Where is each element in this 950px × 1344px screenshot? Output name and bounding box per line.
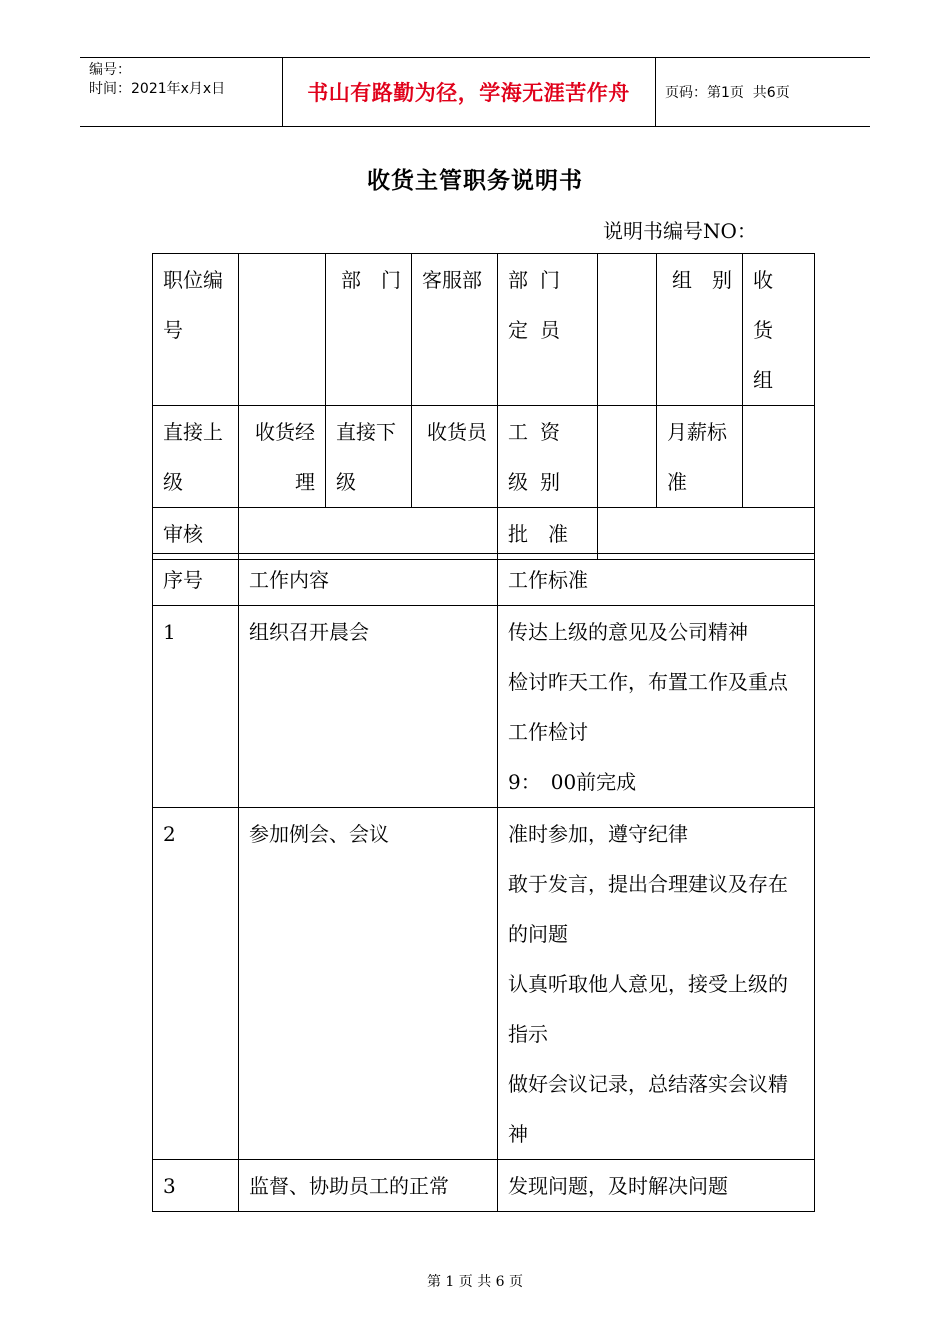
subordinate-value: 收货员 [412,406,498,508]
standard-item: 敢于发言，提出合理建议及存在的问题 [508,872,788,946]
header-meta [89,61,225,99]
code-label: 编号： [89,62,131,78]
header-divider [655,58,656,126]
group-value: 收货组 [743,254,815,406]
headcount-label: 部门定员 [498,254,598,406]
review-value [239,508,498,560]
monthly-salary-value [743,406,815,508]
page-footer: 第 1 页 共 6 页 [426,1274,524,1290]
group-label: 组 别 [657,254,743,406]
position-info-table [152,253,815,560]
row-standards [498,606,815,808]
superior-value: 收货经理 [239,406,326,508]
doc-number-label: 说明书编号NO： [603,219,757,243]
row-number: 2 [153,808,239,1160]
standard-item: 发现问题，及时解决问题 [508,1174,728,1198]
subordinate-label: 直接下级 [326,406,412,508]
document-title: 收货主管职务说明书 [367,167,583,194]
department-label: 部 门 [326,254,412,406]
review-label: 审核 [153,508,239,560]
header-motto: 书山有路勤为径，学海无涯苦作舟 [307,80,630,105]
duties-table [152,553,815,1212]
table-row [153,606,815,808]
standard-item: 传达上级的意见及公司精神 [508,620,748,644]
salary-grade-value [598,406,657,508]
table-row [153,808,815,1160]
time-label: 时间：2021年x月x日 [89,81,226,97]
row-number: 3 [153,1160,239,1212]
approve-label: 批 准 [498,508,598,560]
row-standards [498,808,815,1160]
column-header: 序号 [153,554,239,606]
row-content: 组织召开晨会 [239,606,498,808]
approve-value [598,508,815,560]
monthly-salary-label: 月薪标准 [657,406,743,508]
table-row [153,1160,815,1212]
superior-label: 直接上级 [153,406,239,508]
salary-grade-label: 工资级别 [498,406,598,508]
standard-item: 检讨昨天工作，布置工作及重点工作检讨 [508,670,788,744]
standard-item: 认真听取他人意见，接受上级的指示 [508,972,788,1046]
position-no-value [239,254,326,406]
row-number: 1 [153,606,239,808]
standard-item: 9： 00前完成 [508,770,637,794]
row-content: 监督、协助员工的正常 [239,1160,498,1212]
row-standards [498,1160,815,1212]
position-no-label: 职位编号 [153,254,239,406]
page-header [80,57,870,127]
header-page-info: 页码：第1页 共6页 [665,85,790,101]
row-content: 参加例会、会议 [239,808,498,1160]
standard-item: 准时参加，遵守纪律 [508,822,688,846]
headcount-value [598,254,657,406]
department-value: 客服部 [412,254,498,406]
column-header: 工作标准 [498,554,815,606]
column-header: 工作内容 [239,554,498,606]
standard-item: 做好会议记录，总结落实会议精神 [508,1072,788,1146]
